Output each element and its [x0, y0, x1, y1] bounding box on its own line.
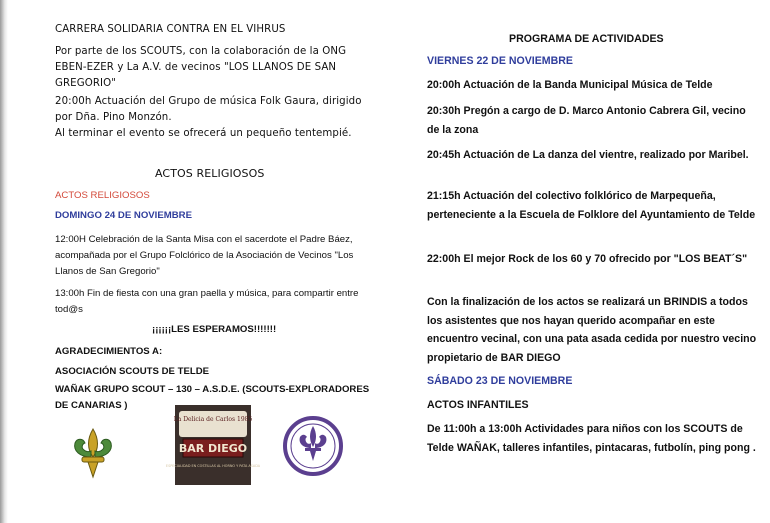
- fri-item-danza: 20:45h Actuación de La danza del vientre, realizado por Maribel.: [427, 149, 749, 161]
- sunday-date: DOMINGO 24 DE NOVIEMBRE: [55, 210, 192, 221]
- actos-religiosos-subheading: ACTOS RELIGIOSOS: [55, 190, 150, 201]
- agradecimientos-heading: AGRADECIMIENTOS A:: [55, 346, 163, 357]
- paella-paragraph: 13:00h Fin de fiesta con una gran paella y música, para compartir entre tod@s: [55, 288, 359, 315]
- folk-performance-paragraph: 20:00h Actuación del Grupo de música Folk Gaura, dirigido por Dña. Pino Monzón.: [55, 96, 362, 123]
- fri-item-brindis: Con la finalización de los actos se realizará un BRINDIS a todos los asistentes que nos hayan querido acompañar en este encuentro vecinal, con una pata asada cedida por nuestro vecino propietario de BAR DIEGO: [427, 296, 757, 364]
- bar-logo-name: BAR DIEGO: [178, 442, 248, 455]
- snack-paragraph: Al terminar el evento se ofrecerá un pequeño tentempié.: [55, 128, 352, 139]
- bar-logo-top-text: La Delicia de Carlos 1985: [173, 416, 253, 423]
- page-edge-shadow: [0, 0, 8, 523]
- scouts-purple-emblem-logo: [283, 415, 343, 477]
- fri-item-pregon: 20:30h Pregón a cargo de D. Marco Antonio Cabrera Gil, vecino de la zona: [427, 105, 746, 136]
- les-esperamos: ¡¡¡¡¡¡LES ESPERAMOS!!!!!!!: [152, 324, 277, 335]
- organizers-paragraph: Por parte de los SCOUTS, con la colaboración de la ONG EBEN-EZER y La A.V. de vecinos "LOS LLANOS DE SAN GREGORIO": [55, 46, 347, 89]
- fri-item-banda: 20:00h Actuación de la Banda Municipal Música de Telde: [427, 79, 713, 91]
- asociacion-scouts: ASOCIACIÓN SCOUTS DE TELDE: [55, 366, 210, 377]
- programa-heading: PROGRAMA DE ACTIVIDADES: [509, 33, 664, 45]
- fri-item-folklore: 21:15h Actuación del colectivo folklórico de Marpequeña, perteneciente a la Escuela de Folklore del Ayuntamiento de Telde: [427, 190, 756, 221]
- actos-religiosos-heading: ACTOS RELIGIOSOS: [155, 167, 265, 180]
- scout-fleur-de-lis-logo: [68, 425, 118, 481]
- actos-infantiles-heading: ACTOS INFANTILES: [427, 399, 529, 411]
- bar-logo-bottom-text: ESPECIALIDAD EN COSTILLAS AL HORNO Y PATA ASADA: [165, 464, 261, 468]
- friday-date: VIERNES 22 DE NOVIEMBRE: [427, 55, 573, 67]
- wanak-group: WAÑAK GRUPO SCOUT – 130 – A.S.D.E. (SCOUTS-EXPLORADORES DE CANARIAS ): [55, 384, 370, 411]
- bar-diego-logo: [165, 405, 261, 485]
- sat-item-actividades: De 11:00h a 13:00h Actividades para niños con los SCOUTS de Telde WAÑAK, talleres infantiles, pintacaras, futbolín, ping pong .: [427, 423, 756, 454]
- fri-item-rock: 22:00h El mejor Rock de los 60 y 70 ofrecido por "LOS BEAT´S": [427, 253, 748, 265]
- event-title: CARRERA SOLIDARIA CONTRA EN EL VIHRUS: [55, 24, 286, 35]
- mass-paragraph: 12:00H Celebración de la Santa Misa con el sacerdote el Padre Báez, acompañada por el Grupo Folclórico de la Asociación de Vecinos "Los Llanos de San Gregorio": [55, 234, 354, 277]
- saturday-date: SÁBADO 23 DE NOVIEMBRE: [427, 375, 573, 387]
